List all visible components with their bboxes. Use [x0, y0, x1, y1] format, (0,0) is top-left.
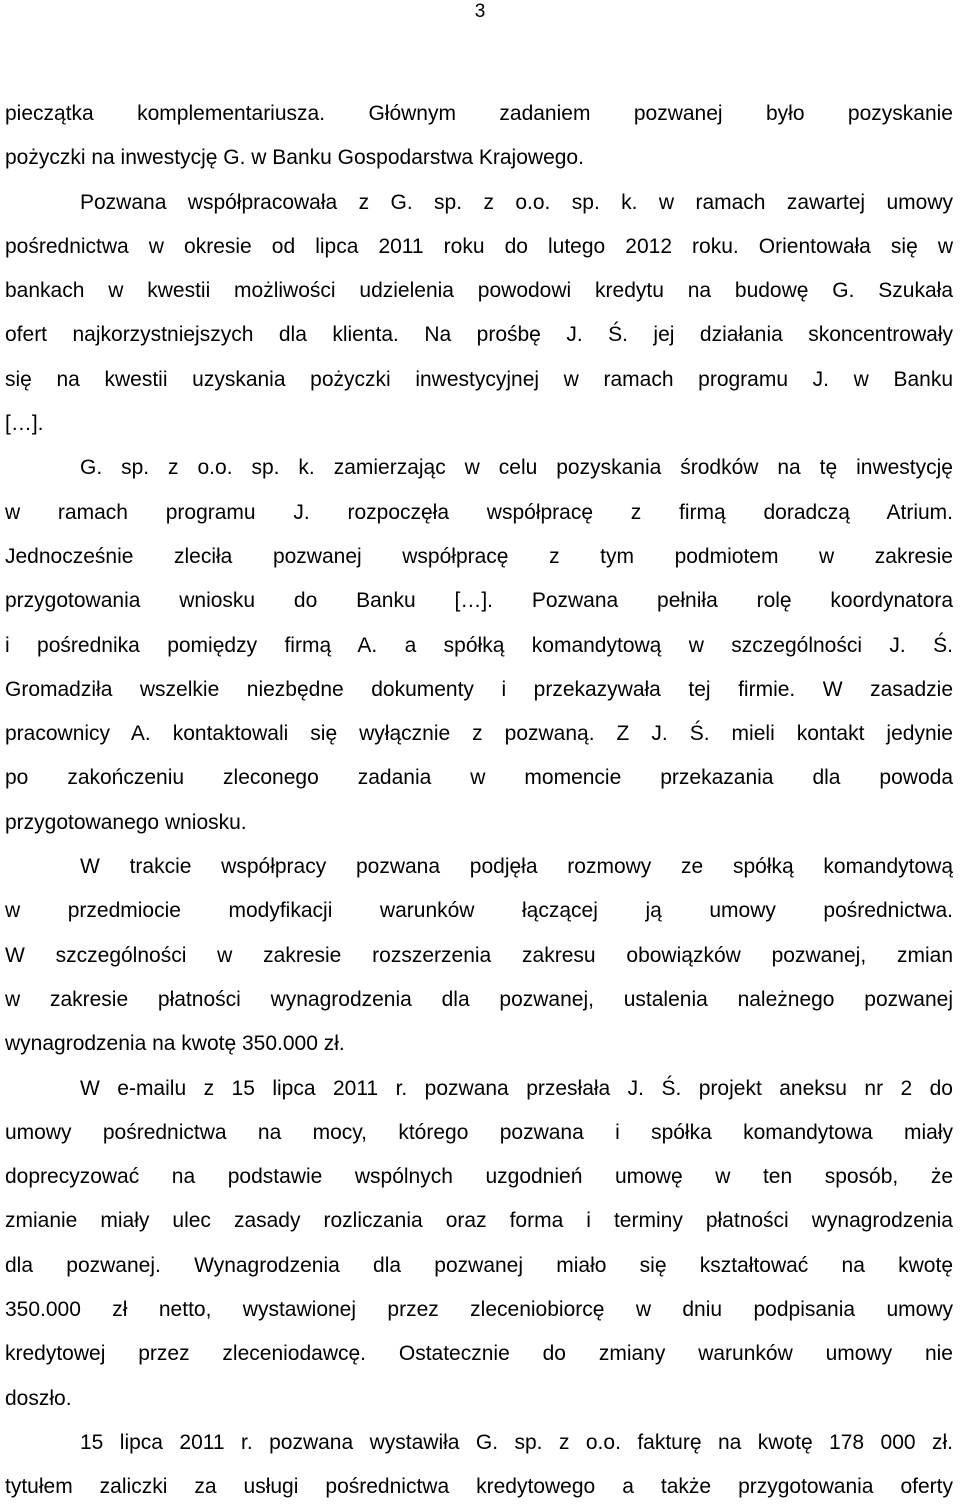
text-line: 15 lipca 2011 r. pozwana wystawiła G. sp. z o.o. fakturę na kwotę 178 000 zł.	[80, 1430, 953, 1454]
text-line: przygotowania wniosku do Banku […]. Pozwana pełniła rolę koordynatora	[5, 589, 953, 613]
text-line: Jednocześnie zleciła pozwanej współpracę z tym podmiotem w zakresie	[5, 544, 953, 568]
text-line: dla pozwanej. Wynagrodzenia dla pozwanej miało się kształtować na kwotę	[5, 1253, 953, 1277]
text-line: […].	[5, 412, 44, 436]
text-line: doprecyzować na podstawie wspólnych uzgodnień umowę w ten sposób, że	[5, 1165, 953, 1189]
paragraph-4	[5, 845, 953, 1066]
paragraph-2	[5, 181, 953, 447]
document-body	[5, 92, 953, 1510]
text-line: pożyczki na inwestycję G. w Banku Gospodarstwa Krajowego.	[5, 146, 584, 170]
text-line: wynagrodzenia na kwotę 350.000 zł.	[5, 1032, 345, 1056]
text-line: W szczególności w zakresie rozszerzenia zakresu obowiązków pozwanej, zmian	[5, 943, 953, 967]
text-line: ofert najkorzystniejszych dla klienta. Na prośbę J. Ś. jej działania skoncentrowały	[5, 323, 953, 347]
text-line: bankach w kwestii możliwości udzielenia powodowi kredytu na budowę G. Szukała	[5, 279, 953, 303]
text-line: po zakończeniu zleconego zadania w momencie przekazania dla powoda	[5, 766, 953, 790]
text-line: w przedmiocie modyfikacji warunków łączącej ją umowy pośrednictwa.	[5, 899, 953, 923]
text-line: kredytowej przez zleceniodawcę. Ostatecznie do zmiany warunków umowy nie	[5, 1342, 953, 1366]
text-line: doszło.	[5, 1386, 72, 1410]
text-line: W trakcie współpracy pozwana podjęła rozmowy ze spółką komandytową	[80, 855, 953, 879]
text-line: W e-mailu z 15 lipca 2011 r. pozwana przesłała J. Ś. projekt aneksu nr 2 do	[80, 1076, 953, 1100]
text-line: pracownicy A. kontaktowali się wyłącznie z pozwaną. Z J. Ś. mieli kontakt jedynie	[5, 722, 953, 746]
text-line: tytułem zaliczki za usługi pośrednictwa kredytowego a także przygotowania oferty	[5, 1475, 953, 1499]
text-line: 350.000 zł netto, wystawionej przez zleceniobiorcę w dniu podpisania umowy	[5, 1298, 953, 1322]
text-line: pośrednictwa w okresie od lipca 2011 roku do lutego 2012 roku. Orientowała się w	[5, 234, 953, 258]
text-line: Pozwana współpracowała z G. sp. z o.o. sp. k. w ramach zawartej umowy	[80, 190, 953, 214]
page-number: 3	[474, 1, 486, 22]
paragraph-6	[5, 1421, 953, 1510]
text-line: w zakresie płatności wynagrodzenia dla pozwanej, ustalenia należnego pozwanej	[5, 987, 953, 1011]
paragraph-3	[5, 446, 953, 845]
text-line: przygotowanego wniosku.	[5, 810, 247, 834]
text-line: Gromadziła wszelkie niezbędne dokumenty i przekazywała tej firmie. W zasadzie	[5, 677, 953, 701]
paragraph-1	[5, 92, 953, 181]
text-line: się na kwestii uzyskania pożyczki inwestycyjnej w ramach programu J. w Banku	[5, 367, 953, 391]
text-line: pieczątka komplementariusza. Głównym zadaniem pozwanej było pozyskanie	[5, 102, 953, 125]
text-line: umowy pośrednictwa na mocy, którego pozwana i spółka komandytowa miały	[5, 1120, 953, 1144]
paragraph-5	[5, 1067, 953, 1421]
text-line: i pośrednika pomiędzy firmą A. a spółką komandytową w szczególności J. Ś.	[5, 633, 953, 657]
text-line: w ramach programu J. rozpoczęła współpracę z firmą doradczą Atrium.	[5, 500, 953, 524]
text-line: G. sp. z o.o. sp. k. zamierzając w celu pozyskania środków na tę inwestycję	[80, 456, 953, 480]
text-line: zmianie miały ulec zasady rozliczania oraz forma i terminy płatności wynagrodzenia	[5, 1209, 953, 1233]
